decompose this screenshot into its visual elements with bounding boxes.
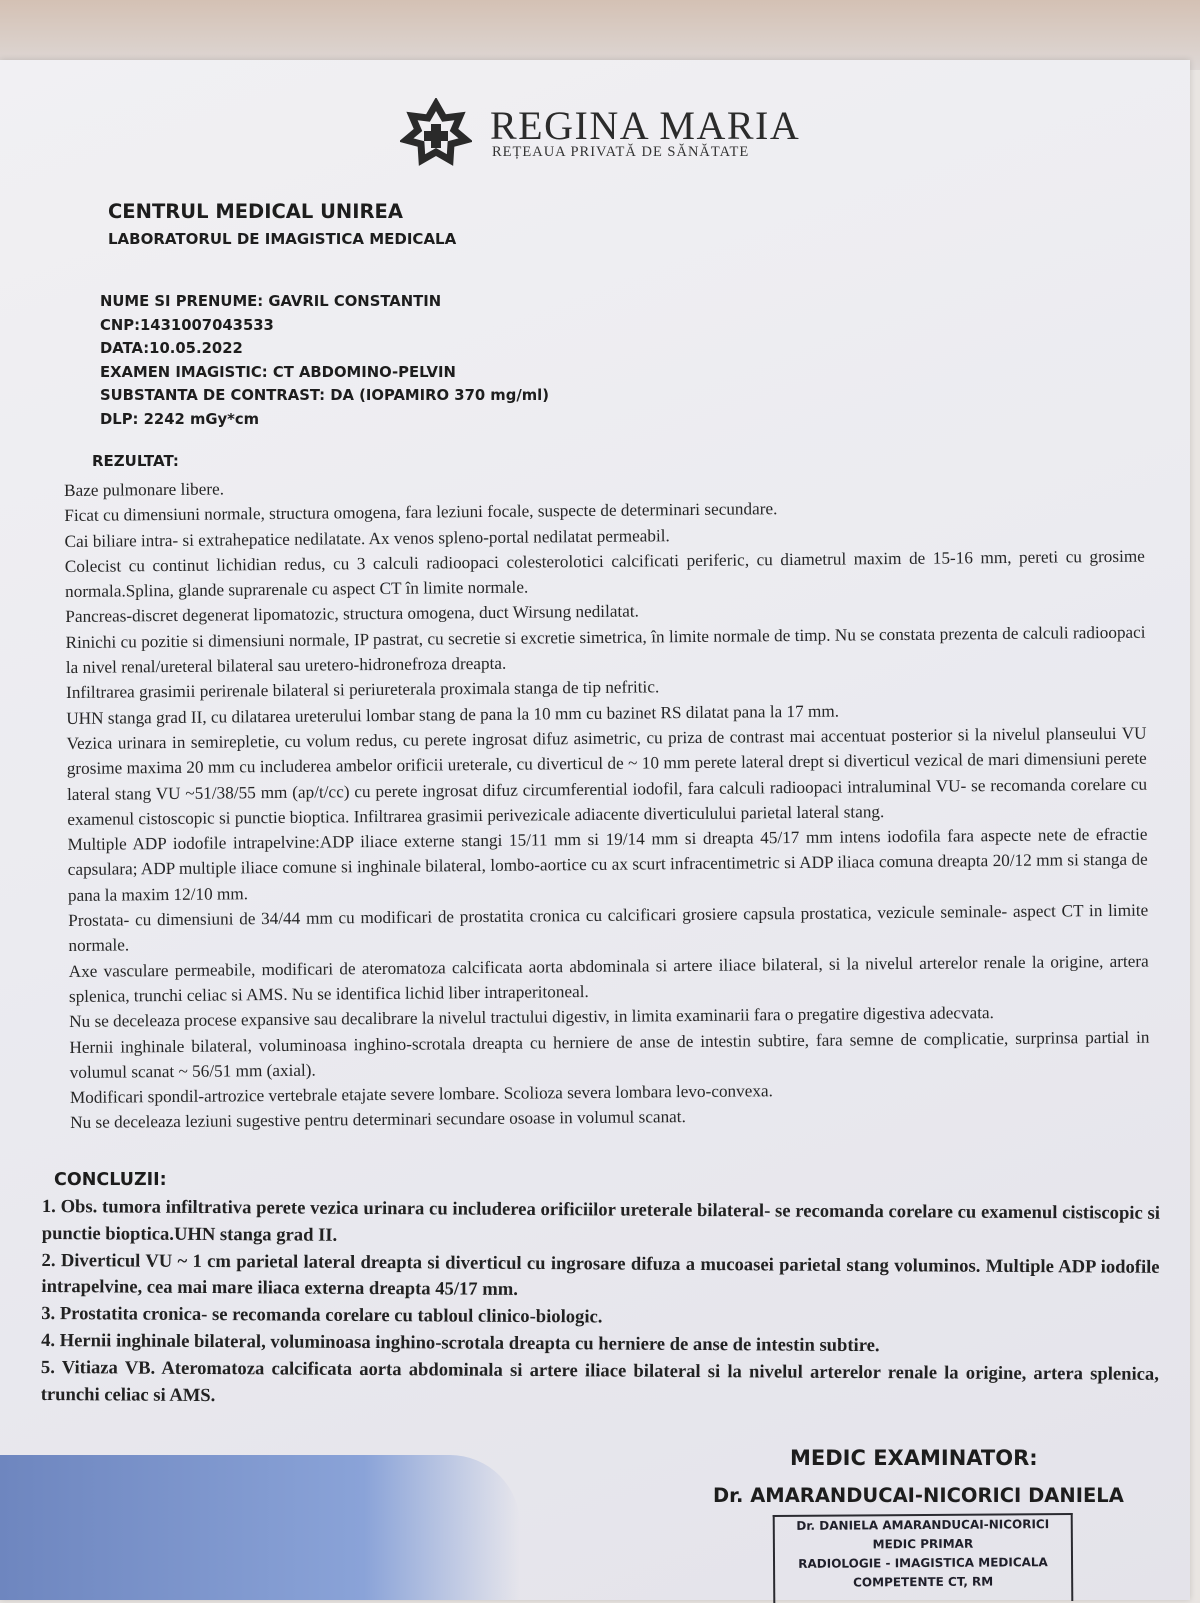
result-body	[64, 468, 1150, 1136]
result-paragraph: Rinichi cu pozitie si dimensiuni normale, IP pastrat, cu secretie si excretie simetrica, în limite normale de timp. Nu se constata prezenta de calculi radioopaci la nivel renal/ureteral bilateral sau uretero-hidronefroza dreapta.	[65, 622, 1146, 678]
result-paragraph: Nu se deceleaza leziuni sugestive pentru determinari secundare osoase in volumul scanat.	[70, 1107, 686, 1133]
result-paragraph: Multiple ADP iodofile intrapelvine:ADP iliace externe stangi 15/11 mm si 19/14 mm si dreapta 45/17 mm intens iodofila fara aspecte nete de efractie capsulara; ADP multiple iliace comune si inghinale bilateral, lombo-aortice cu ax scurt infracentimetric si ADP iliaca comuna dreapta 20/12 mm si stanga de pana la maxim 12/10 mm.	[67, 824, 1148, 905]
result-paragraph: Colecist cu continut lichidian redus, cu 3 calculi radioopaci colesterolotici calcificati periferic, cu diametrul maxim de 15-16 mm, pereti cu grosime normala.Splina, glande suprarenale cu aspect CT în limite normale.	[64, 546, 1145, 602]
result-paragraph: Prostata- cu dimensiuni de 34/44 mm cu modificari de prostatita cronica cu calcificari grosiere capsula prostatica, vezicule seminale- aspect CT in limite normale.	[68, 900, 1149, 956]
brand-name: REGINA MARIA	[490, 103, 801, 148]
result-paragraph: Pancreas-discret degenerat lipomatozic, structura omogena, duct Wirsung nedilatat.	[65, 601, 640, 627]
result-paragraph: Modificari spondil-artrozice vertebrale etajate severe lombare. Scolioza severa lombara levo-convexa.	[69, 1081, 773, 1108]
result-paragraph: UHN stanga grad II, cu dilatarea ureterului lombar stang de pana la 10 mm cu bazinet RS dilatat pana la 17 mm.	[66, 701, 840, 728]
stamp-line: MEDIC PRIMAR	[872, 1536, 974, 1552]
result-paragraph: Axe vasculare permeabile, modificari de ateromatoza calcificata aorta abdominala si artere iliace bilateral, si la nivelul arterelor renale la origine, artera splenica, trunchi celiac si AMS. Nu se identifica lichid liber intraperitoneal.	[68, 951, 1149, 1006]
patient-name: NUME SI PRENUME: GAVRIL CONSTANTIN	[100, 293, 442, 310]
contrast-substance: SUBSTANTA DE CONTRAST: DA (IOPAMIRO 370 mg/ml)	[100, 387, 549, 404]
brand-tagline: REȚEAUA PRIVATĂ DE SĂNĂTATE	[492, 144, 750, 160]
result-paragraph: Baze pulmonare libere.	[64, 479, 225, 500]
star-cross-icon	[400, 98, 472, 170]
conclusion-item: 4. Hernii inghinale bilateral, voluminoasa inghino-scrotala dreapta cu herniere de anse de intestin subtire.	[41, 1329, 880, 1357]
stamp-line: RADIOLOGIE - IMAGISTICA MEDICALA	[798, 1555, 1048, 1571]
doctor-name: Dr. AMARANDUCAI-NICORICI DANIELA	[713, 1484, 1124, 1507]
blue-object-shadow	[0, 1455, 520, 1600]
result-paragraph: Nu se deceleaza procese expansive sau decalibrare la nivelul tractului digestiv, in limita examinarii fara o pregatire digestiva adecvata.	[69, 1003, 994, 1032]
regina-maria-logo	[400, 98, 800, 170]
patient-info	[100, 290, 549, 431]
patient-cnp: CNP:1431007043533	[100, 316, 274, 334]
conclusion-item: 1. Obs. tumora infiltrativa perete vezica urinara cu includerea orificiilor ureterale bilateral- se recomanda corelare cu examenul cistiscopic si punctie bioptica.UHN stanga grad II.	[41, 1196, 1160, 1246]
conclusion-item: 3. Prostatita cronica- se recomanda corelare cu tabloul clinico-biologic.	[41, 1303, 603, 1328]
clinic-name: CENTRUL MEDICAL UNIREA	[108, 200, 403, 223]
result-title: REZULTAT:	[92, 452, 179, 470]
examiner-label: MEDIC EXAMINATOR:	[790, 1446, 1038, 1470]
result-paragraph: Ficat cu dimensiuni normale, structura omogena, fara leziuni focale, suspecte de determinari secundare.	[64, 499, 778, 526]
result-paragraph: Hernii inghinale bilateral, voluminoasa inghino-scrotala dreapta cu herniere de anse de intestin subtire, fara semne de complicatie, surprinsa partial in volumul scanat ~ 56/51 mm (axial).	[69, 1027, 1150, 1082]
conclusions-list	[41, 1194, 1160, 1415]
lab-name: LABORATORUL DE IMAGISTICA MEDICALA	[108, 230, 457, 248]
result-paragraph: Infiltrarea grasimii perirenale bilateral si periureterala proximala stanga de tip nefritic.	[65, 677, 660, 703]
dlp-value: DLP: 2242 mGy*cm	[100, 410, 260, 428]
doctor-stamp	[773, 1513, 1074, 1603]
stamp-line: COMPETENTE CT, RM	[853, 1574, 994, 1590]
result-paragraph: Cai biliare intra- si extrahepatice nedilatate. Ax venos spleno-portal nedilatat permeabil.	[64, 525, 670, 551]
result-paragraph: Vezica urinara in semirepletie, cu volum redus, cu perete ingrosat difuz asimetric, cu priza de contrast mai accentuat posterior si la nivelul planseului VU grosime maxima 20 mm cu includerea ambelor orificii ureterale, cu diverticul de ~ 10 mm perete lateral drept si diverticul vezical de mari dimensiuni perete lateral stang VU ~51/38/55 mm (ap/t/cc) cu perete ingrosat difuz circumferential iodofil, fara calculi radioopaci intraluminal VU- se recomanda corelare cu examenul cistoscopic si punctie bioptica. Infiltrarea grasimii perivezicale adiacente diverticulului parietal lateral stang.	[66, 723, 1148, 829]
conclusion-item: 2. Diverticul VU ~ 1 cm parietal lateral dreapta si diverticul cu ingrosare difuza a mucoasei parietal stang voluminos. Multiple ADP iodofile intrapelvine, cea mai mare iliaca externa dreapta 45/17 mm.	[41, 1249, 1160, 1301]
exam-date: DATA:10.05.2022	[100, 340, 243, 357]
conclusion-item: 5. Vitiaza VB. Ateromatoza calcificata aorta abdominala si artere iliace bilateral si la nivelul arterelor renale la origine, artera splenica, trunchi celiac si AMS.	[40, 1356, 1159, 1406]
exam-type: EXAMEN IMAGISTIC: CT ABDOMINO-PELVIN	[100, 363, 456, 381]
conclusions-title: CONCLUZII:	[54, 1170, 167, 1190]
stamp-line: Dr. DANIELA AMARANDUCAI-NICORICI	[796, 1517, 1050, 1533]
